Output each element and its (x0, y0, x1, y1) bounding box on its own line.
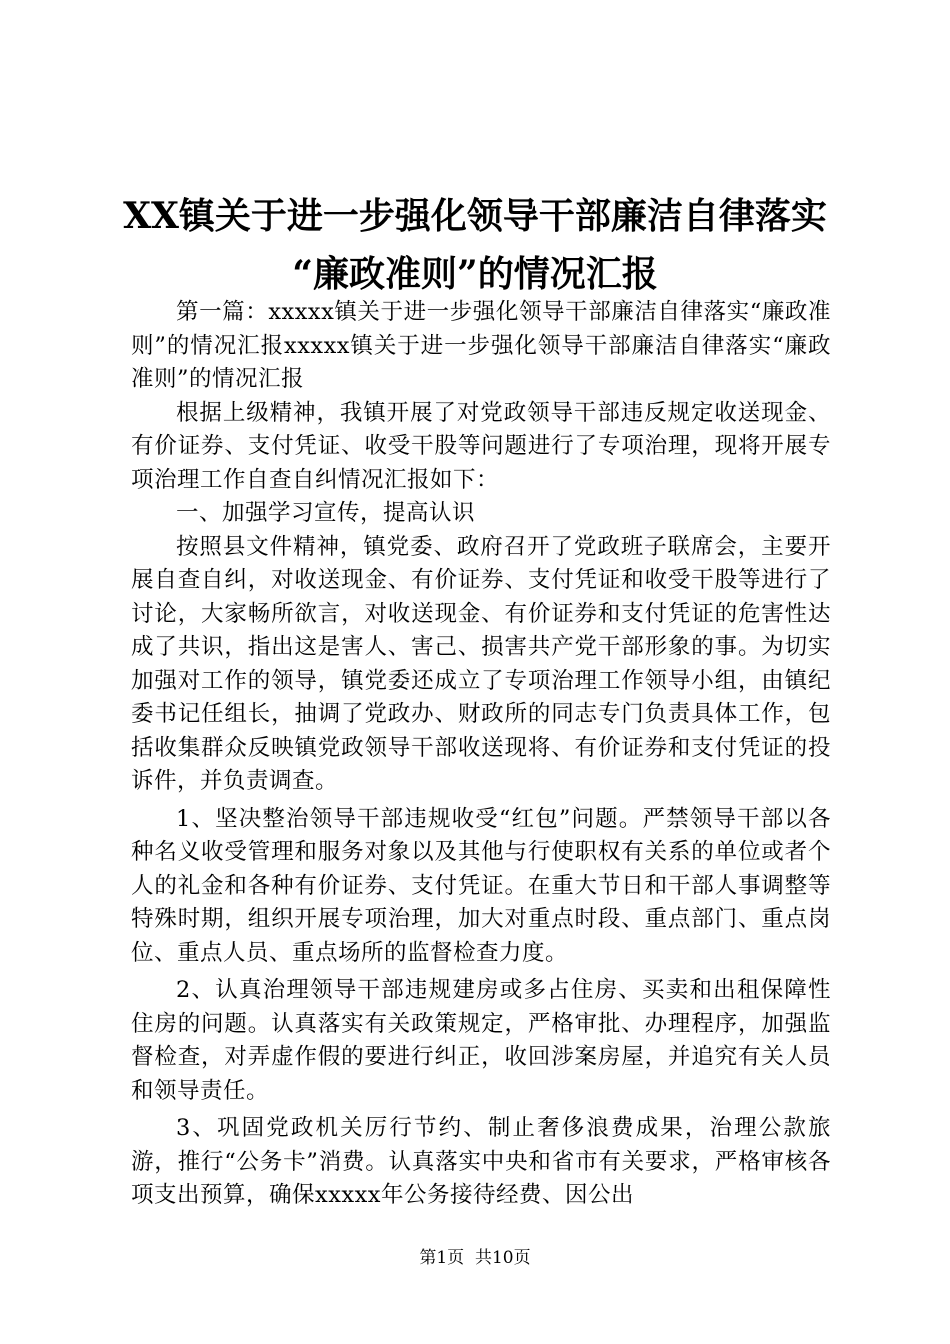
paragraph-item-3: 3、巩固党政机关厉行节约、制止奢侈浪费成果，治理公款旅游，推行“公务卡”消费。认真落实中央和省市有关要求，严格审核各项支出预算，确保xxxxx年公务接待经费、因公出 (131, 1115, 831, 1208)
paragraph-intro: 第一篇：xxxxx镇关于进一步强化领导干部廉洁自律落实“廉政准则”的情况汇报xxxxx镇关于进一步强化领导干部廉洁自律落实“廉政准则”的情况汇报 (131, 299, 831, 392)
paragraph-study: 按照县文件精神，镇党委、政府召开了党政班子联席会，主要开展自查自纠，对收送现金、有价证券、支付凭证和收受干股等进行了讨论，大家畅所欲言，对收送现金、有价证券和支付凭证的危害性达成了共识，指出这是害人、害己、损害共产党干部形象的事。为切实加强对工作的领导，镇党委还成立了专项治理工作领导小组，由镇纪委书记任组长，抽调了党政办、财政所的同志专门负责具体工作，包括收集群众反映镇党政领导干部收送现将、有价证券和支付凭证的投诉件，并负责调查。 (131, 533, 831, 794)
document-title-line-2: “廉政准则”的情况汇报 (292, 253, 658, 295)
section-heading-1: 一、加强学习宣传，提高认识 (176, 500, 476, 526)
paragraph-item-1: 1、坚决整治领导干部违规收受“红包”问题。严禁领导干部以各种名义收受管理和服务对象以及其他与行使职权有关系的单位或者个人的礼金和各种有价证券、支付凭证。在重大节日和干部人事调整等特殊时期，组织开展专项治理，加大对重点时段、重点部门、重点岗位、重点人员、重点场所的监督检查力度。 (131, 805, 831, 966)
document-body (131, 296, 831, 1213)
document-title-line-1: XX镇关于进一步强化领导干部廉洁自律落实 (123, 195, 827, 237)
paragraph-item-2: 2、认真治理领导干部违规建房或多占住房、买卖和出租保障性住房的问题。认真落实有关政策规定，严格审批、办理程序，加强监督检查，对弄虚作假的要进行纠正，收回涉案房屋，并追究有关人员和领导责任。 (131, 977, 831, 1104)
paragraph-background: 根据上级精神，我镇开展了对党政领导干部违反规定收送现金、有价证券、支付凭证、收受干股等问题进行了专项治理，现将开展专项治理工作自查自纠情况汇报如下： (131, 399, 831, 493)
page-footer: 第1页 共10页 (419, 1248, 531, 1268)
